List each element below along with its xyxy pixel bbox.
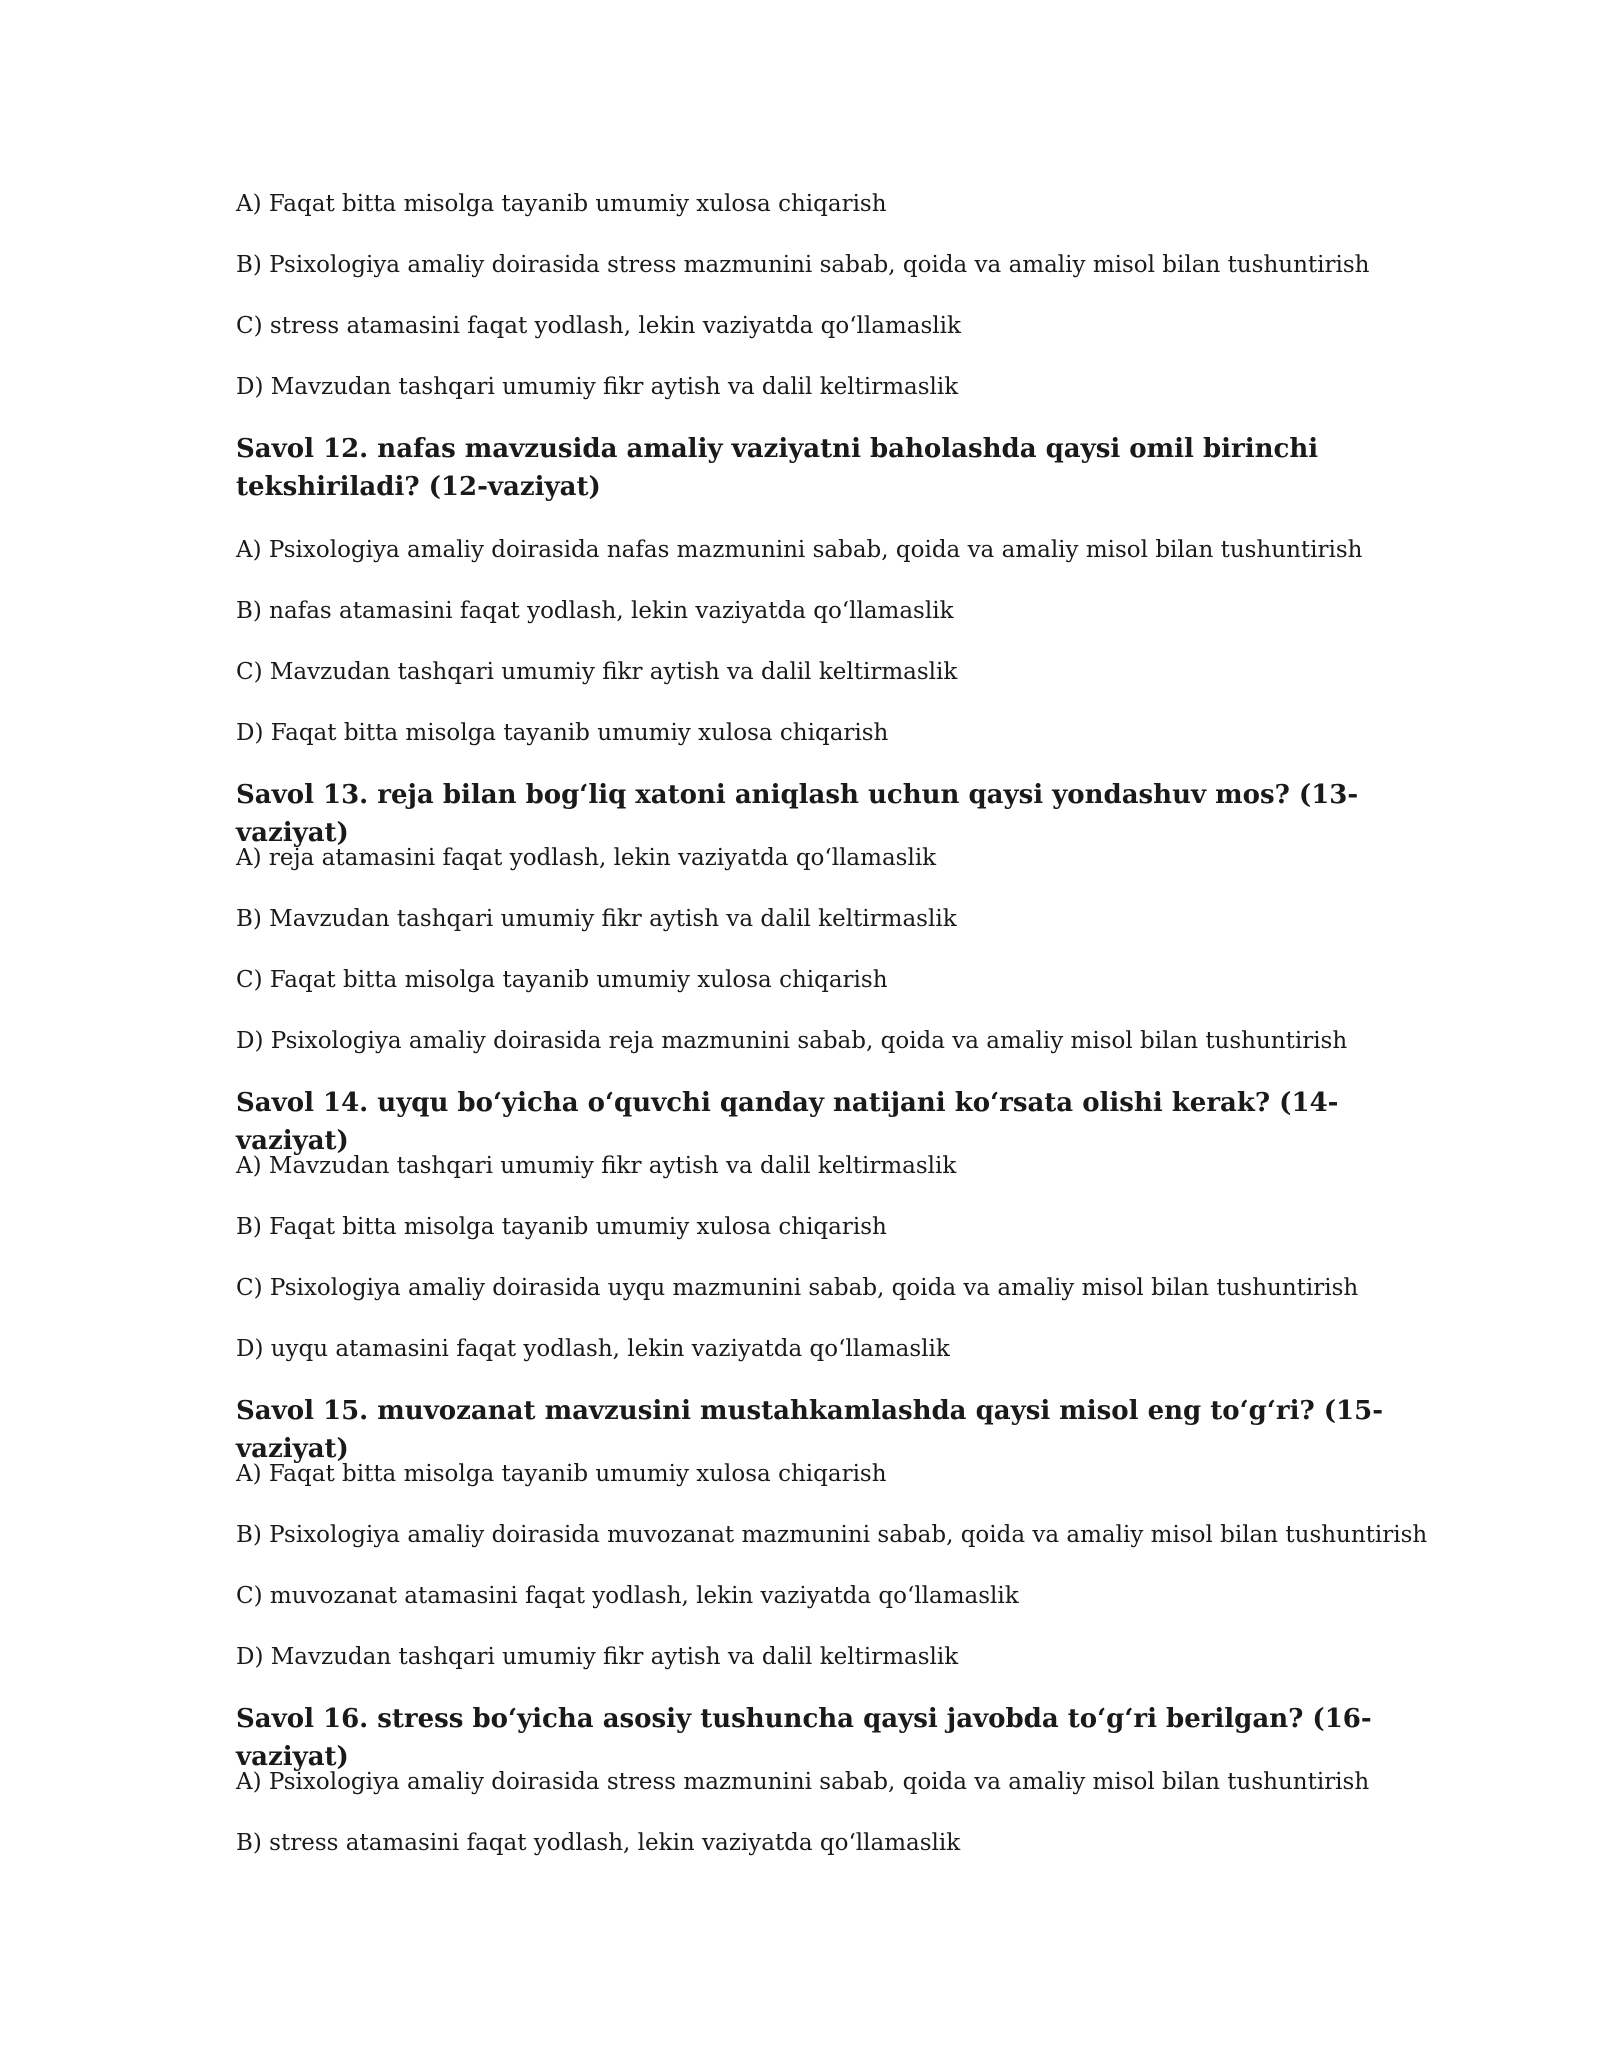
option-c: C) stress atamasini faqat yodlash, lekin vaziyatda qoʻllamaslik <box>236 313 961 339</box>
option-d: D) uyqu atamasini faqat yodlash, lekin vaziyatda qoʻllamaslik <box>236 1336 950 1362</box>
option-a: A) Mavzudan tashqari umumiy fikr aytish va dalil keltirmaslik <box>236 1153 957 1179</box>
option-c: C) Psixologiya amaliy doirasida uyqu mazmunini sabab, qoida va amaliy misol bilan tushuntirish <box>236 1275 1359 1301</box>
option-b: B) nafas atamasini faqat yodlash, lekin vaziyatda qoʻllamaslik <box>236 598 954 624</box>
option-d: D) Mavzudan tashqari umumiy fikr aytish va dalil keltirmaslik <box>236 374 959 400</box>
option-a: A) reja atamasini faqat yodlash, lekin vaziyatda qoʻllamaslik <box>236 845 937 871</box>
option-c: C) Mavzudan tashqari umumiy fikr aytish va dalil keltirmaslik <box>236 659 958 685</box>
question-title: Savol 15. muvozanat mavzusini mustahkamlashda qaysi misol eng toʻgʻri? (15-vaziyat) <box>236 1396 1384 1464</box>
option-a: A) Faqat bitta misolga tayanib umumiy xulosa chiqarish <box>236 191 887 217</box>
question-title: Savol 16. stress boʻyicha asosiy tushuncha qaysi javobda toʻgʻri berilgan? (16-vaziyat) <box>236 1704 1372 1772</box>
option-a: A) Psixologiya amaliy doirasida nafas mazmunini sabab, qoida va amaliy misol bilan tushuntirish <box>236 537 1363 563</box>
option-a: A) Faqat bitta misolga tayanib umumiy xulosa chiqarish <box>236 1461 887 1487</box>
option-c: C) Faqat bitta misolga tayanib umumiy xulosa chiqarish <box>236 967 888 993</box>
question-title: Savol 13. reja bilan bogʻliq xatoni aniqlash uchun qaysi yondashuv mos? (13-vaziyat) <box>236 780 1359 848</box>
option-d: D) Faqat bitta misolga tayanib umumiy xulosa chiqarish <box>236 720 889 746</box>
question-title: Savol 14. uyqu boʻyicha oʻquvchi qanday natijani koʻrsata olishi kerak? (14-vaziyat) <box>236 1088 1339 1156</box>
option-b: B) stress atamasini faqat yodlash, lekin vaziyatda qoʻllamaslik <box>236 1830 961 1856</box>
question-title: Savol 12. nafas mavzusida amaliy vaziyatni baholashda qaysi omil birinchi tekshiriladi? (12-vaziyat) <box>236 434 1319 502</box>
option-b: B) Psixologiya amaliy doirasida muvozanat mazmunini sabab, qoida va amaliy misol bilan tushuntirish <box>236 1522 1428 1548</box>
option-b: B) Mavzudan tashqari umumiy fikr aytish va dalil keltirmaslik <box>236 906 957 932</box>
option-a: A) Psixologiya amaliy doirasida stress mazmunini sabab, qoida va amaliy misol bilan tushuntirish <box>236 1769 1370 1795</box>
option-d: D) Psixologiya amaliy doirasida reja mazmunini sabab, qoida va amaliy misol bilan tushuntirish <box>236 1028 1348 1054</box>
option-b: B) Faqat bitta misolga tayanib umumiy xulosa chiqarish <box>236 1214 887 1240</box>
option-c: C) muvozanat atamasini faqat yodlash, lekin vaziyatda qoʻllamaslik <box>236 1583 1019 1609</box>
option-d: D) Mavzudan tashqari umumiy fikr aytish va dalil keltirmaslik <box>236 1644 959 1670</box>
option-b: B) Psixologiya amaliy doirasida stress mazmunini sabab, qoida va amaliy misol bilan tushuntirish <box>236 252 1370 278</box>
